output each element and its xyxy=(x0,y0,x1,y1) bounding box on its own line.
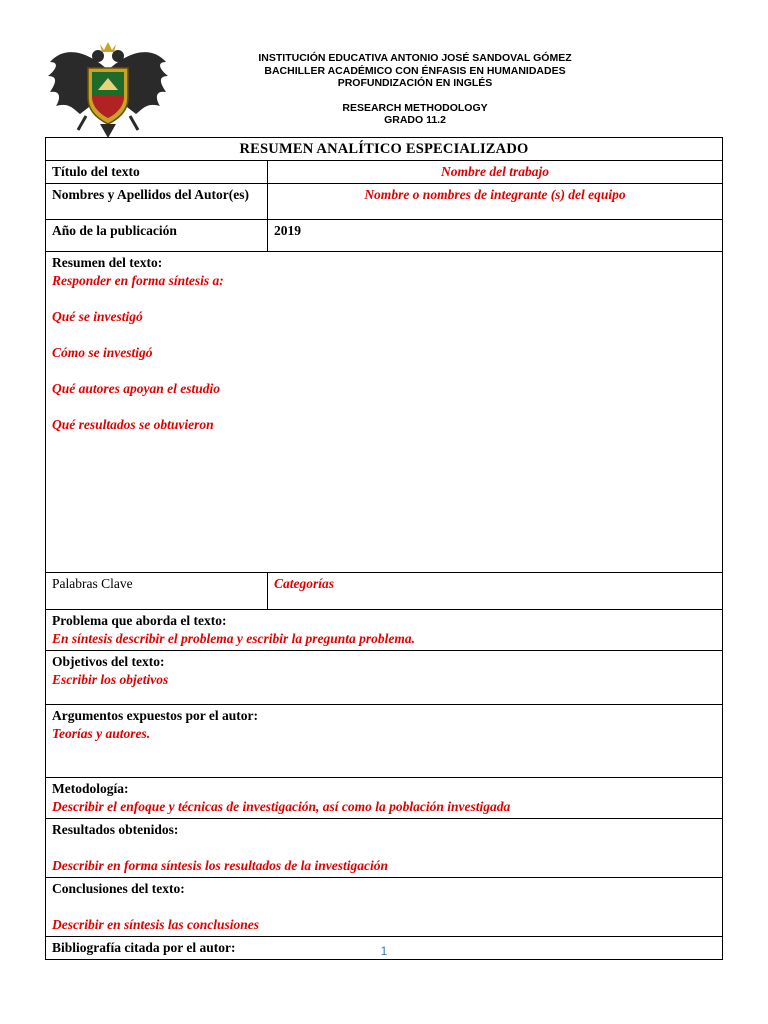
titulo-label: Título del texto xyxy=(46,161,268,184)
palabras-value[interactable]: Categorías xyxy=(268,573,723,610)
resumen-question: Qué autores apoyan el estudio xyxy=(52,381,221,396)
resumen-question: Qué resultados se obtuvieron xyxy=(52,417,214,432)
problema-value: En síntesis describir el problema y escribir la pregunta problema. xyxy=(52,631,416,646)
autores-label: Nombres y Apellidos del Autor(es) xyxy=(46,184,268,220)
resumen-label: Resumen del texto: xyxy=(52,255,163,270)
metodologia-value: Describir el enfoque y técnicas de investigación, así como la población investigada xyxy=(52,799,511,814)
argumentos-cell[interactable] xyxy=(46,705,723,778)
problema-label: Problema que aborda el texto: xyxy=(52,613,227,628)
titulo-value[interactable]: Nombre del trabajo xyxy=(268,161,723,184)
summary-form-table xyxy=(45,137,723,960)
problema-cell[interactable] xyxy=(46,610,723,651)
autores-value[interactable]: Nombre o nombres de integrante (s) del equipo xyxy=(268,184,723,220)
conclusiones-value: Describir en síntesis las conclusiones xyxy=(52,917,260,932)
header-program: BACHILLER ACADÉMICO CON ÉNFASIS EN HUMANIDADES xyxy=(264,64,566,77)
page-number: 1 xyxy=(380,944,388,958)
header-grade: GRADO 11.2 xyxy=(384,114,446,126)
resumen-question: Cómo se investigó xyxy=(52,345,153,360)
resumen-cell[interactable] xyxy=(46,252,723,573)
header-course: RESEARCH METHODOLOGY xyxy=(342,101,488,114)
header-institution-name: INSTITUCIÓN EDUCATIVA ANTONIO JOSÉ SANDOVAL GÓMEZ xyxy=(258,52,572,64)
objetivos-value: Escribir los objetivos xyxy=(52,672,169,687)
institution-crest-icon xyxy=(46,40,170,140)
palabras-label: Palabras Clave xyxy=(46,573,268,610)
bibliografia-label[interactable]: Bibliografía citada por el autor: xyxy=(46,937,723,960)
argumentos-value: Teorías y autores. xyxy=(52,726,151,741)
conclusiones-cell[interactable] xyxy=(46,878,723,937)
metodologia-label: Metodología: xyxy=(52,781,129,796)
anio-label: Año de la publicación xyxy=(46,220,268,252)
metodologia-cell[interactable] xyxy=(46,778,723,819)
resultados-label: Resultados obtenidos: xyxy=(52,822,179,837)
objetivos-label: Objetivos del texto: xyxy=(52,654,165,669)
resumen-intro: Responder en forma síntesis a: xyxy=(52,273,224,288)
resumen-question: Qué se investigó xyxy=(52,309,143,324)
resultados-cell[interactable] xyxy=(46,819,723,878)
objetivos-cell[interactable] xyxy=(46,651,723,705)
anio-value[interactable]: 2019 xyxy=(268,220,723,252)
argumentos-label: Argumentos expuestos por el autor: xyxy=(52,708,258,723)
conclusiones-label: Conclusiones del texto: xyxy=(52,881,185,896)
institution-header xyxy=(250,52,580,127)
form-title: RESUMEN ANALÍTICO ESPECIALIZADO xyxy=(46,138,723,161)
header-specialization: PROFUNDIZACIÓN EN INGLÉS xyxy=(337,77,493,89)
resultados-value: Describir en forma síntesis los resultados de la investigación xyxy=(52,858,389,873)
